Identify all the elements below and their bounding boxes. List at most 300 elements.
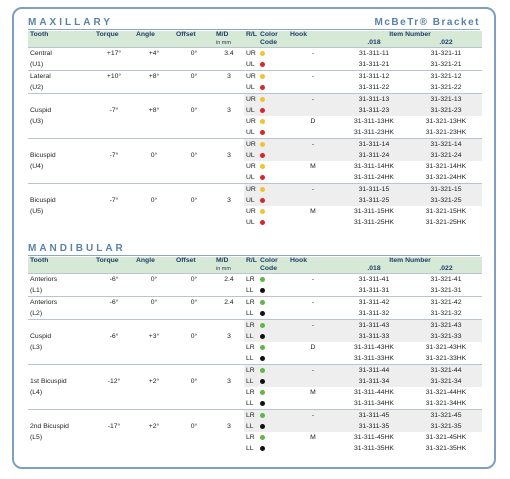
offset-cell (174, 82, 214, 94)
item-018-cell: 31-311-34 (338, 376, 410, 387)
tooth-cell: (U3) (30, 118, 44, 125)
header-hook: Hook (288, 257, 338, 274)
offset-cell: 0° (190, 152, 198, 159)
green-dot-icon (260, 390, 265, 395)
black-dot-icon (260, 334, 265, 339)
offset-cell (174, 217, 214, 228)
hook-cell: M (310, 163, 316, 170)
item-022-cell: 31-321-15 (410, 184, 482, 196)
md-cell: 3 (214, 71, 244, 83)
angle-cell (134, 320, 174, 332)
item-022-cell: 31-321-21 (430, 61, 462, 68)
color-code-cell (258, 285, 288, 297)
green-dot-icon (260, 277, 265, 282)
yellow-dot-icon (260, 74, 265, 79)
hook-cell (288, 443, 338, 454)
torque-cell (94, 161, 134, 172)
yellow-dot-icon (260, 209, 265, 214)
tooth-cell (28, 217, 94, 228)
angle-cell (134, 184, 174, 196)
item-018-cell: 31-311-45HK (354, 434, 394, 441)
item-018-cell: 31-311-21 (358, 61, 390, 68)
offset-cell (174, 127, 214, 139)
table-row (28, 139, 482, 151)
table-row (28, 127, 482, 139)
hook-cell: - (288, 48, 338, 60)
offset-cell (174, 365, 214, 377)
hook-cell (288, 308, 338, 320)
angle-cell: +3° (148, 333, 160, 340)
tooth-cell: (U2) (30, 84, 44, 91)
color-code-cell (258, 387, 288, 398)
torque-cell: -17° (107, 423, 121, 430)
black-dot-icon (260, 424, 265, 429)
rl-cell: UR (244, 139, 258, 151)
item-018-cell: 31-311-41 (338, 274, 410, 286)
torque-cell: -6° (109, 333, 119, 340)
red-dot-icon (260, 62, 265, 67)
table-row (28, 387, 482, 398)
color-code-cell (258, 217, 288, 228)
table-row (28, 161, 482, 172)
item-018-cell: 31-311-12 (338, 71, 410, 83)
item-018-cell: 31-311-44 (338, 365, 410, 377)
header-size-c2: .022 (410, 265, 482, 274)
rl-cell: LL (244, 421, 258, 432)
header-angle: Angle (134, 257, 174, 274)
tooth-cell (28, 443, 94, 454)
green-dot-icon (260, 345, 265, 350)
red-dot-icon (260, 130, 265, 135)
red-dot-icon (260, 153, 265, 158)
tooth-cell: 2nd Bicuspid (30, 423, 69, 430)
header-md-unit: in mm (216, 40, 231, 46)
torque-cell (94, 116, 134, 127)
hook-cell: M (310, 208, 316, 215)
offset-cell (174, 432, 214, 443)
angle-cell (134, 353, 174, 365)
offset-cell (174, 206, 214, 217)
hook-cell (288, 217, 338, 228)
hook-cell: M (310, 434, 316, 441)
item-018-cell: 31-311-15 (338, 184, 410, 196)
header-tooth: Tooth (28, 257, 94, 274)
item-018-cell: 31-311-35HK (354, 445, 394, 452)
item-018-cell: 31-311-13 (338, 94, 410, 106)
table-row (28, 217, 482, 228)
hook-cell (288, 331, 338, 342)
md-cell (214, 342, 244, 353)
torque-cell (94, 387, 134, 398)
offset-cell (174, 285, 214, 297)
color-code-cell (258, 398, 288, 410)
item-018-cell: 31-311-22 (358, 84, 390, 91)
rl-cell: LL (246, 445, 254, 452)
md-cell: 3 (227, 423, 231, 430)
torque-cell (94, 82, 134, 94)
item-022-cell: 31-321-42 (410, 297, 482, 309)
black-dot-icon (260, 356, 265, 361)
hook-cell (288, 127, 338, 139)
torque-cell (94, 184, 134, 196)
hook-cell: - (288, 365, 338, 377)
table-row (28, 331, 482, 342)
hook-cell: - (288, 297, 338, 309)
offset-cell (174, 172, 214, 184)
torque-cell (94, 342, 134, 353)
torque-cell (94, 127, 134, 139)
torque-cell: -7° (109, 152, 119, 159)
table-row (28, 206, 482, 217)
color-code-cell (258, 274, 288, 286)
md-cell: 2.4 (214, 274, 244, 286)
color-code-cell (258, 172, 288, 184)
torque-cell (94, 217, 134, 228)
table-row (28, 297, 482, 309)
torque-cell (94, 410, 134, 422)
item-018-cell: 31-311-34HK (354, 400, 394, 407)
offset-cell (174, 398, 214, 410)
rl-cell: UR (244, 94, 258, 106)
tooth-cell: (L1) (30, 287, 43, 294)
angle-cell (134, 127, 174, 139)
item-022-cell: 31-321-23HK (425, 129, 467, 136)
yellow-dot-icon (260, 187, 265, 192)
header-rl: R/L (244, 31, 258, 48)
table-row (28, 376, 482, 387)
hook-cell (288, 82, 338, 94)
md-cell (214, 398, 244, 410)
header-torque: Torque (94, 31, 134, 48)
offset-cell (174, 139, 214, 151)
color-code-cell (258, 365, 288, 377)
offset-cell: 0° (190, 107, 198, 114)
item-018-cell: 31-311-23 (338, 105, 410, 116)
item-018-cell: 31-311-35 (338, 421, 410, 432)
md-cell: 3 (227, 107, 231, 114)
torque-cell (94, 365, 134, 377)
item-022-cell: 31-321-22 (430, 84, 462, 91)
offset-cell: 0° (174, 71, 214, 83)
tooth-cell (28, 139, 94, 151)
header-tooth: Tooth (28, 31, 94, 48)
color-code-cell (258, 320, 288, 332)
md-cell (214, 285, 244, 297)
angle-cell: 0° (134, 297, 174, 309)
torque-cell (94, 94, 134, 106)
torque-cell: -7° (109, 107, 119, 114)
tooth-cell (28, 365, 94, 377)
item-022-cell: 31-321-25HK (425, 219, 467, 226)
hook-cell (288, 353, 338, 365)
offset-cell (174, 94, 214, 106)
header-color-code (258, 257, 288, 274)
angle-cell (134, 342, 174, 353)
md-cell: 2.4 (214, 297, 244, 309)
rl-cell: LR (244, 410, 258, 422)
color-code-cell (258, 376, 288, 387)
maxillary-table (28, 31, 482, 228)
angle-cell (134, 59, 174, 71)
offset-cell (174, 410, 214, 422)
table-row (28, 365, 482, 377)
color-code-cell (258, 94, 288, 106)
item-018-cell: 31-311-33 (338, 331, 410, 342)
black-dot-icon (260, 311, 265, 316)
header-item-number: Item Number (338, 31, 482, 39)
table-row (28, 398, 482, 410)
yellow-dot-icon (260, 164, 265, 169)
item-022-cell: 31-321-45 (410, 410, 482, 422)
color-code-cell (258, 161, 288, 172)
rl-cell: LR (246, 434, 255, 441)
rl-cell: LL (244, 331, 258, 342)
offset-cell: 0° (190, 378, 198, 385)
red-dot-icon (260, 175, 265, 180)
item-022-cell: 31-321-23 (410, 105, 482, 116)
item-022-cell: 31-321-14HK (425, 163, 467, 170)
tooth-cell: (U5) (30, 208, 44, 215)
item-022-cell: 31-321-34HK (425, 400, 467, 407)
tooth-cell: Lateral (28, 71, 94, 83)
color-code-cell (258, 443, 288, 454)
item-022-cell: 31-321-13 (410, 94, 482, 106)
table-row (28, 432, 482, 443)
table-row (28, 342, 482, 353)
color-code-cell (258, 184, 288, 196)
offset-cell (174, 161, 214, 172)
item-018-cell: 31-311-45 (338, 410, 410, 422)
torque-cell (94, 320, 134, 332)
offset-cell (174, 308, 214, 320)
torque-cell: -12° (107, 378, 121, 385)
hook-cell (288, 398, 338, 410)
md-cell (214, 443, 244, 454)
rl-cell: LL (246, 310, 254, 317)
item-018-cell: 31-311-31 (358, 287, 390, 294)
table-row (28, 116, 482, 127)
tooth-cell: (L5) (30, 434, 43, 441)
item-018-cell: 31-311-23HK (354, 129, 394, 136)
bracket-spec-card (12, 7, 496, 469)
header-offset: Offset (174, 31, 214, 48)
rl-cell: UL (244, 150, 258, 161)
item-018-cell: 31-311-44HK (354, 389, 394, 396)
color-code-cell (258, 71, 288, 83)
rl-cell: LL (246, 287, 254, 294)
green-dot-icon (260, 323, 265, 328)
tooth-cell (28, 184, 94, 196)
torque-cell (94, 432, 134, 443)
angle-cell (134, 308, 174, 320)
table-row (28, 59, 482, 71)
hook-cell: - (288, 410, 338, 422)
table-row (28, 105, 482, 116)
color-code-cell (258, 308, 288, 320)
torque-cell (94, 398, 134, 410)
black-dot-icon (260, 446, 265, 451)
tooth-cell: (L3) (30, 344, 43, 351)
mandibular-title: MANDIBULAR (28, 243, 126, 254)
rl-cell: UR (244, 71, 258, 83)
item-022-cell: 31-321-31 (430, 287, 462, 294)
table-row (28, 172, 482, 184)
color-code-cell (258, 353, 288, 365)
angle-cell (134, 432, 174, 443)
tooth-cell: (U4) (30, 163, 44, 170)
tooth-cell: Cuspid (30, 107, 52, 114)
md-cell (214, 320, 244, 332)
tooth-cell: 1st Bicuspid (30, 378, 67, 385)
md-cell (214, 82, 244, 94)
md-cell (214, 172, 244, 184)
angle-cell (134, 365, 174, 377)
item-018-cell: 31-311-15HK (354, 208, 394, 215)
md-cell: 3 (227, 333, 231, 340)
color-code-cell (258, 150, 288, 161)
table-row (28, 82, 482, 94)
color-code-cell (258, 432, 288, 443)
hook-cell: D (310, 118, 316, 125)
item-022-cell: 31-321-15HK (425, 208, 467, 215)
item-018-cell: 31-311-43HK (354, 344, 394, 351)
color-code-cell (258, 297, 288, 309)
item-022-cell: 31-321-11 (410, 48, 482, 60)
table-row (28, 195, 482, 206)
item-018-cell: 31-311-11 (338, 48, 410, 60)
item-022-cell: 31-321-34 (410, 376, 482, 387)
color-code-cell (258, 59, 288, 71)
header-size-c2: .022 (410, 39, 482, 48)
color-code-cell (258, 195, 288, 206)
green-dot-icon (260, 435, 265, 440)
table-row (28, 71, 482, 83)
md-cell (214, 217, 244, 228)
header-code-label: Code (260, 265, 277, 272)
item-018-cell: 31-311-24HK (354, 174, 394, 181)
header-code-label: Code (260, 39, 277, 46)
torque-cell: +10° (94, 71, 134, 83)
item-018-cell: 31-311-42 (338, 297, 410, 309)
yellow-dot-icon (260, 51, 265, 56)
table-row (28, 353, 482, 365)
angle-cell (134, 398, 174, 410)
md-cell (214, 161, 244, 172)
angle-cell (134, 217, 174, 228)
rl-cell: UR (246, 208, 256, 215)
angle-cell (134, 116, 174, 127)
rl-cell: LR (244, 320, 258, 332)
green-dot-icon (260, 368, 265, 373)
item-018-cell: 31-311-13HK (354, 118, 394, 125)
angle-cell (134, 206, 174, 217)
red-dot-icon (260, 108, 265, 113)
header-item-number: Item Number (338, 257, 482, 265)
tooth-cell (28, 398, 94, 410)
header-rl: R/L (244, 257, 258, 274)
md-cell (214, 139, 244, 151)
hook-cell (288, 285, 338, 297)
mandibular-table (28, 257, 482, 454)
hook-cell: - (288, 139, 338, 151)
red-dot-icon (260, 198, 265, 203)
rl-cell: LL (246, 400, 254, 407)
angle-cell (134, 139, 174, 151)
angle-cell (134, 285, 174, 297)
item-018-cell: 31-311-14HK (354, 163, 394, 170)
maxillary-title: MAXILLARY (28, 17, 113, 28)
md-cell (214, 184, 244, 196)
angle-cell: +2° (148, 423, 160, 430)
item-022-cell: 31-321-35 (410, 421, 482, 432)
rl-cell: LL (244, 376, 258, 387)
tooth-cell: Anteriors (28, 274, 94, 286)
offset-cell (174, 342, 214, 353)
rl-cell: UL (246, 129, 255, 136)
header-md (214, 31, 244, 48)
md-cell (214, 59, 244, 71)
header-md-label: M/D (216, 31, 229, 38)
table-row (28, 421, 482, 432)
rl-cell: UL (246, 219, 255, 226)
angle-cell (134, 94, 174, 106)
rl-cell: UL (244, 105, 258, 116)
tooth-cell (28, 410, 94, 422)
offset-cell: 0° (174, 274, 214, 286)
table-row (28, 48, 482, 60)
item-018-cell: 31-311-24 (338, 150, 410, 161)
hook-cell (288, 421, 338, 432)
rl-cell: LL (246, 355, 254, 362)
item-018-cell: 31-311-33HK (354, 355, 394, 362)
item-022-cell: 31-321-14 (410, 139, 482, 151)
color-code-cell (258, 105, 288, 116)
item-022-cell: 31-321-25 (410, 195, 482, 206)
item-022-cell: 31-321-24HK (425, 174, 467, 181)
angle-cell: +8° (148, 107, 160, 114)
rl-cell: UL (246, 174, 255, 181)
color-code-cell (258, 48, 288, 60)
torque-cell: -7° (109, 197, 119, 204)
color-code-cell (258, 410, 288, 422)
hook-cell (288, 172, 338, 184)
item-022-cell: 31-321-43 (410, 320, 482, 332)
yellow-dot-icon (260, 119, 265, 124)
item-022-cell: 31-321-13HK (425, 118, 467, 125)
offset-cell: 0° (174, 297, 214, 309)
black-dot-icon (260, 288, 265, 293)
table-row (28, 150, 482, 161)
tooth-cell (28, 94, 94, 106)
offset-cell (174, 387, 214, 398)
torque-cell (94, 59, 134, 71)
offset-cell: 0° (190, 423, 198, 430)
color-code-cell (258, 116, 288, 127)
item-018-cell: 31-311-43 (338, 320, 410, 332)
item-022-cell: 31-321-12 (410, 71, 482, 83)
yellow-dot-icon (260, 97, 265, 102)
item-022-cell: 31-321-41 (410, 274, 482, 286)
rl-cell: UR (246, 163, 256, 170)
brand-title: McBeTr® Bracket (374, 17, 480, 28)
table-row (28, 320, 482, 332)
md-cell (214, 410, 244, 422)
angle-cell (134, 387, 174, 398)
angle-cell (134, 443, 174, 454)
green-dot-icon (260, 300, 265, 305)
black-dot-icon (260, 379, 265, 384)
torque-cell (94, 443, 134, 454)
